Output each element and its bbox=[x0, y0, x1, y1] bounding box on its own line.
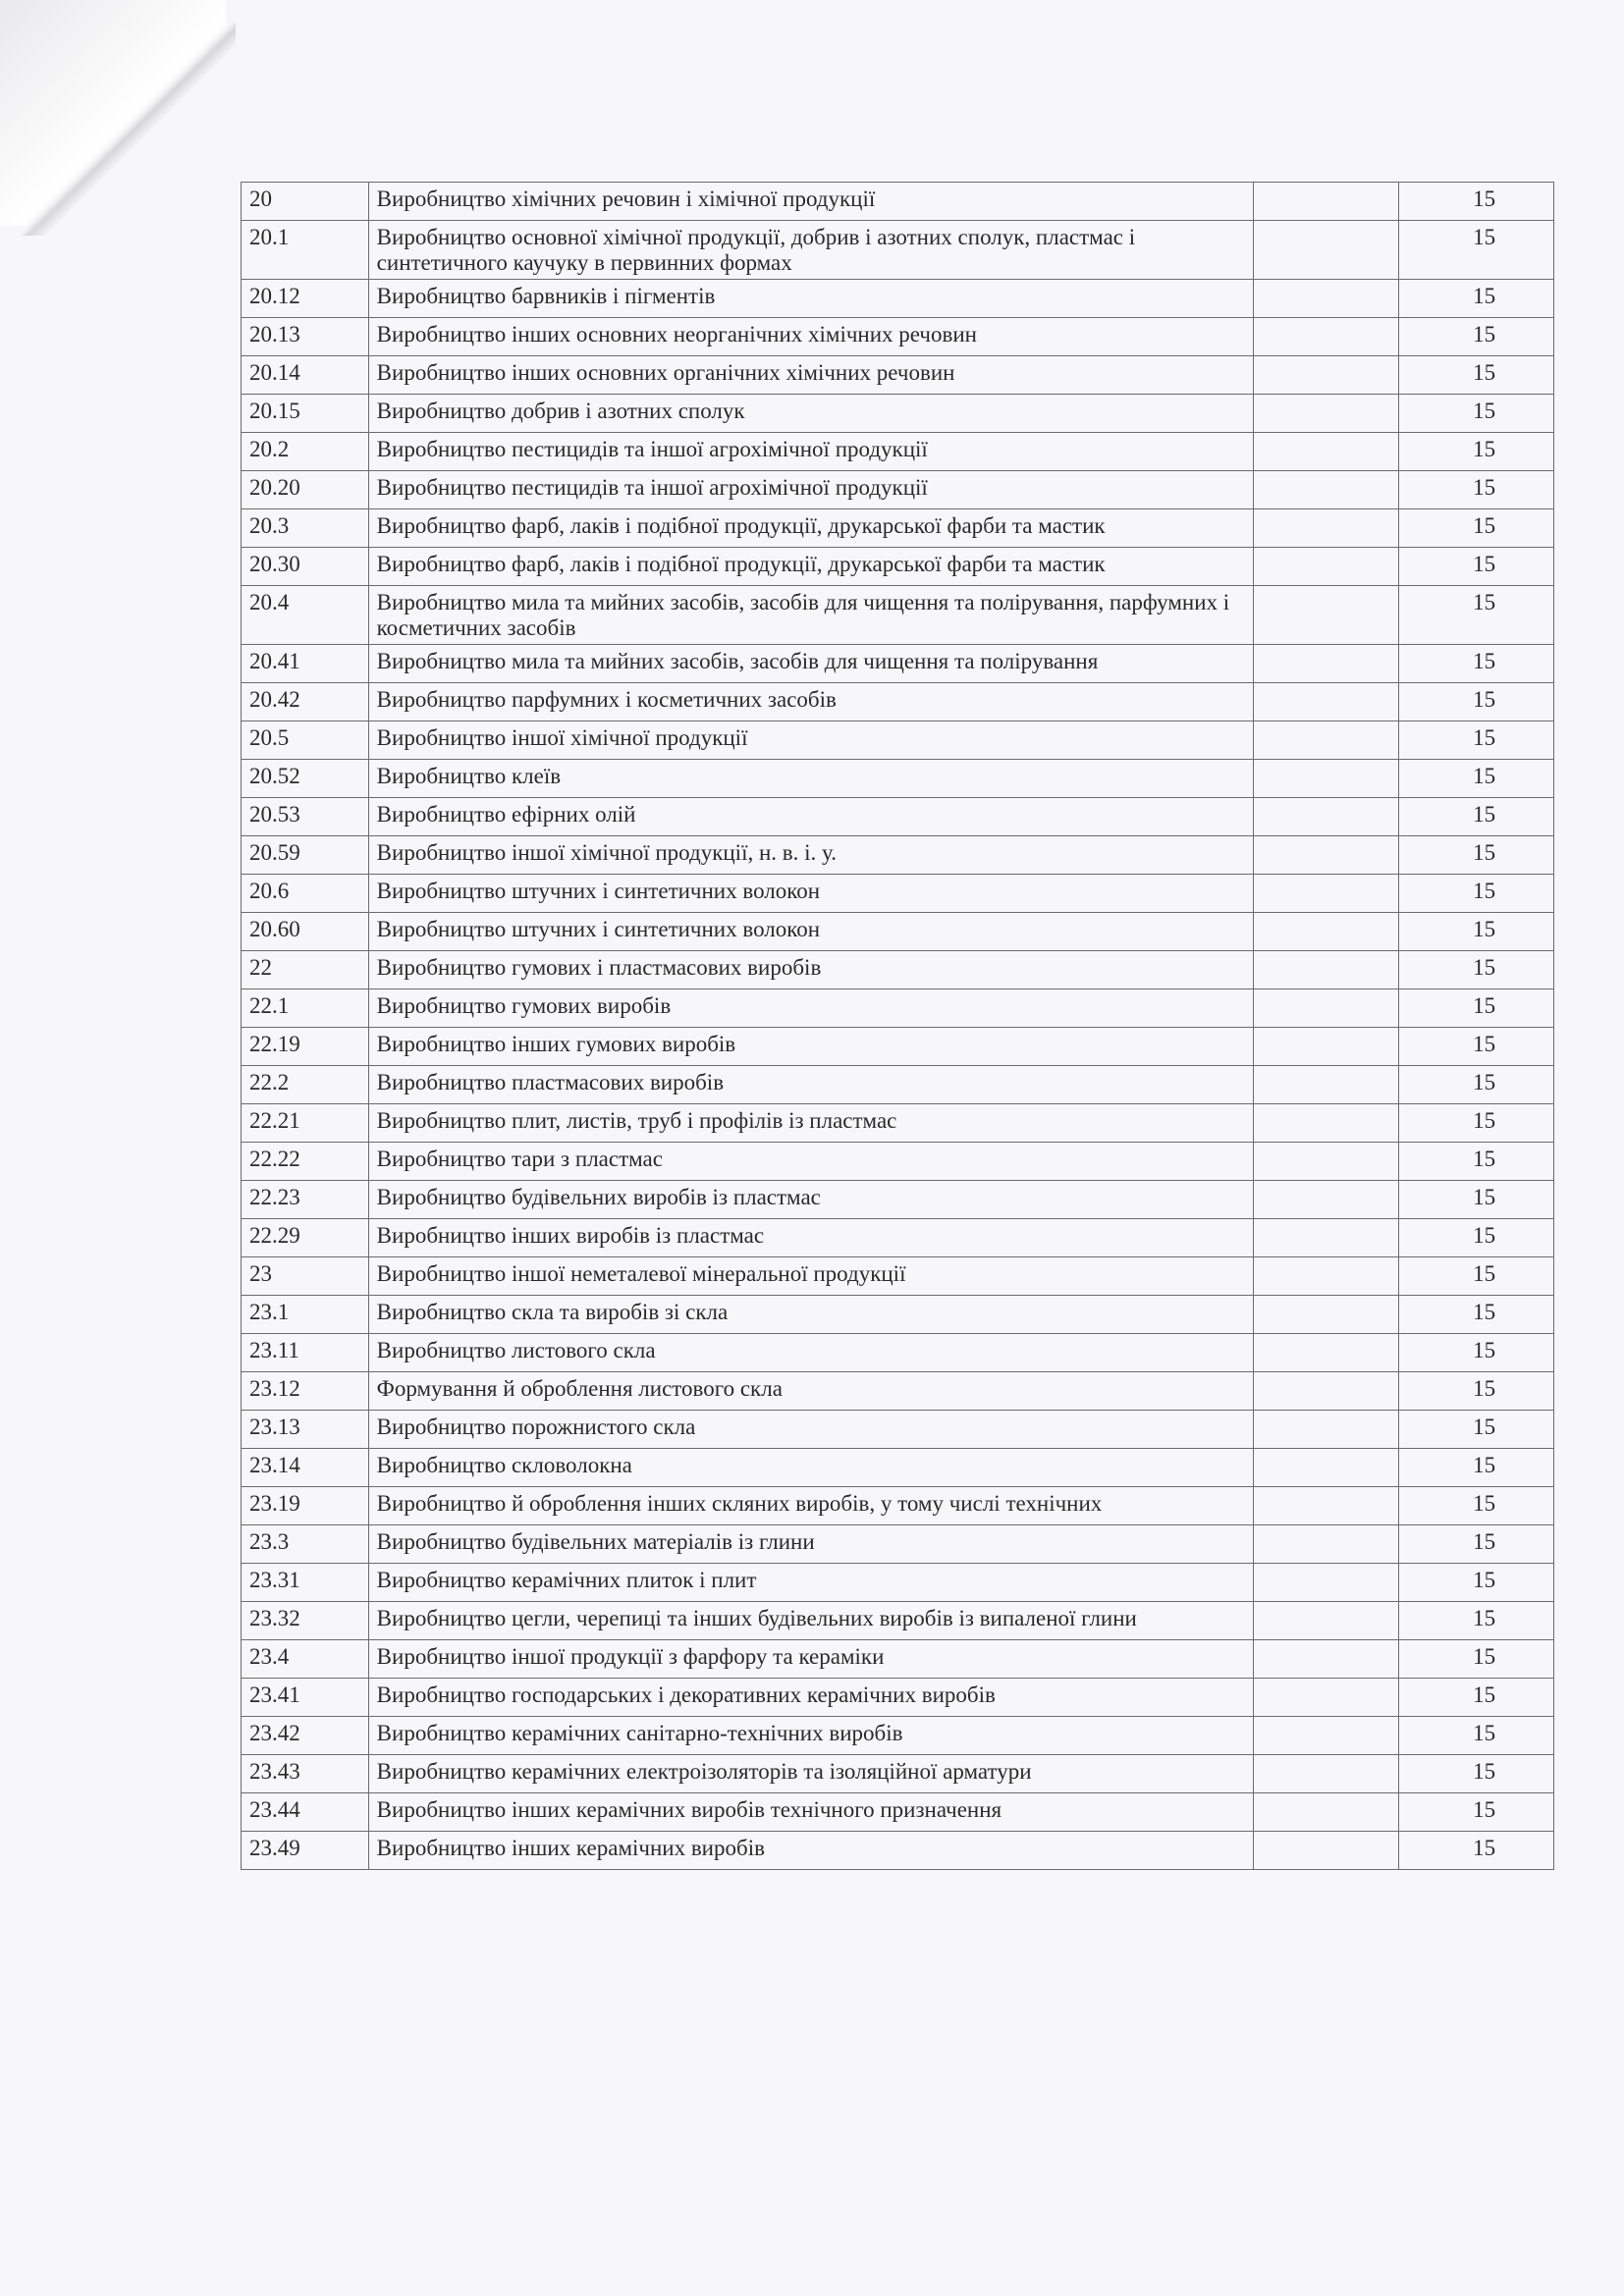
rate-value: 15 bbox=[1473, 802, 1496, 827]
rate-cell bbox=[1399, 183, 1554, 221]
empty-cell bbox=[1254, 1679, 1399, 1717]
activity-code: 20.2 bbox=[242, 433, 369, 471]
activity-name: Виробництво інших основних неорганічних хімічних речовин bbox=[368, 318, 1254, 356]
rate-cell bbox=[1399, 1449, 1554, 1487]
activity-name: Виробництво керамічних санітарно-технічних виробів bbox=[368, 1717, 1254, 1755]
rate-cell bbox=[1399, 836, 1554, 875]
activity-name: Виробництво керамічних електроізоляторів та ізоляційної арматури bbox=[368, 1755, 1254, 1793]
rate-cell bbox=[1399, 1487, 1554, 1525]
activity-code: 23.42 bbox=[242, 1717, 369, 1755]
activity-name: Виробництво скловолокна bbox=[368, 1449, 1254, 1487]
activity-code: 20.52 bbox=[242, 760, 369, 798]
activity-code: 22.23 bbox=[242, 1181, 369, 1219]
empty-cell bbox=[1254, 1793, 1399, 1832]
rate-value: 15 bbox=[1473, 687, 1496, 712]
rate-cell bbox=[1399, 509, 1554, 548]
folded-corner-shadow bbox=[0, 0, 236, 236]
rate-value: 15 bbox=[1473, 284, 1496, 308]
table-row bbox=[242, 548, 1554, 586]
rate-cell bbox=[1399, 356, 1554, 395]
activity-name: Виробництво барвників і пігментів bbox=[368, 280, 1254, 318]
table-row bbox=[242, 221, 1554, 280]
activity-name: Виробництво іншої продукції з фарфору та кераміки bbox=[368, 1640, 1254, 1679]
rate-value: 15 bbox=[1473, 1606, 1496, 1630]
table-row bbox=[242, 1564, 1554, 1602]
rate-value: 15 bbox=[1473, 1261, 1496, 1286]
rate-value: 15 bbox=[1473, 1300, 1496, 1324]
empty-cell bbox=[1254, 1602, 1399, 1640]
rate-cell bbox=[1399, 1832, 1554, 1870]
table-row bbox=[242, 989, 1554, 1028]
empty-cell bbox=[1254, 1411, 1399, 1449]
table-row bbox=[242, 645, 1554, 683]
rate-cell bbox=[1399, 280, 1554, 318]
rate-cell bbox=[1399, 1028, 1554, 1066]
activity-code: 20 bbox=[242, 183, 369, 221]
empty-cell bbox=[1254, 1334, 1399, 1372]
activity-code: 23.32 bbox=[242, 1602, 369, 1640]
table-row bbox=[242, 836, 1554, 875]
empty-cell bbox=[1254, 1525, 1399, 1564]
rate-cell bbox=[1399, 318, 1554, 356]
empty-cell bbox=[1254, 951, 1399, 989]
activity-code: 22.22 bbox=[242, 1143, 369, 1181]
empty-cell bbox=[1254, 989, 1399, 1028]
activity-name: Виробництво мила та мийних засобів, засобів для чищення та полірування bbox=[368, 645, 1254, 683]
activity-name: Виробництво керамічних плиток і плит bbox=[368, 1564, 1254, 1602]
empty-cell bbox=[1254, 509, 1399, 548]
activity-code: 23.31 bbox=[242, 1564, 369, 1602]
rate-cell bbox=[1399, 989, 1554, 1028]
activity-code: 20.1 bbox=[242, 221, 369, 280]
rate-value: 15 bbox=[1473, 1759, 1496, 1784]
activity-code: 20.14 bbox=[242, 356, 369, 395]
rate-value: 15 bbox=[1473, 1376, 1496, 1401]
rate-cell bbox=[1399, 1219, 1554, 1257]
rate-value: 15 bbox=[1473, 1644, 1496, 1669]
table-row bbox=[242, 433, 1554, 471]
rate-value: 15 bbox=[1473, 1491, 1496, 1516]
activity-name: Виробництво фарб, лаків і подібної продукції, друкарської фарби та мастик bbox=[368, 548, 1254, 586]
activity-code: 20.5 bbox=[242, 721, 369, 760]
activity-code: 22.19 bbox=[242, 1028, 369, 1066]
rate-value: 15 bbox=[1473, 764, 1496, 788]
activity-name: Виробництво будівельних виробів із пластмас bbox=[368, 1181, 1254, 1219]
rate-cell bbox=[1399, 1372, 1554, 1411]
rate-cell bbox=[1399, 645, 1554, 683]
empty-cell bbox=[1254, 1487, 1399, 1525]
empty-cell bbox=[1254, 1104, 1399, 1143]
table-row bbox=[242, 1104, 1554, 1143]
rate-value: 15 bbox=[1473, 187, 1496, 211]
rate-value: 15 bbox=[1473, 399, 1496, 423]
table-row bbox=[242, 1487, 1554, 1525]
rate-cell bbox=[1399, 433, 1554, 471]
activity-code: 23.12 bbox=[242, 1372, 369, 1411]
rate-value: 15 bbox=[1473, 552, 1496, 576]
rate-cell bbox=[1399, 798, 1554, 836]
activity-name: Виробництво інших основних органічних хімічних речовин bbox=[368, 356, 1254, 395]
table-row bbox=[242, 1296, 1554, 1334]
table-row bbox=[242, 1640, 1554, 1679]
empty-cell bbox=[1254, 1755, 1399, 1793]
empty-cell bbox=[1254, 798, 1399, 836]
empty-cell bbox=[1254, 1449, 1399, 1487]
table-row bbox=[242, 1679, 1554, 1717]
table-row bbox=[242, 183, 1554, 221]
empty-cell bbox=[1254, 548, 1399, 586]
rate-value: 15 bbox=[1473, 1185, 1496, 1209]
activity-codes-table bbox=[241, 182, 1554, 1870]
activity-code: 23.1 bbox=[242, 1296, 369, 1334]
activity-code: 22.1 bbox=[242, 989, 369, 1028]
table-row bbox=[242, 1793, 1554, 1832]
table-row bbox=[242, 721, 1554, 760]
rate-value: 15 bbox=[1473, 475, 1496, 500]
rate-cell bbox=[1399, 471, 1554, 509]
table-row bbox=[242, 395, 1554, 433]
empty-cell bbox=[1254, 1257, 1399, 1296]
rate-cell bbox=[1399, 548, 1554, 586]
rate-cell bbox=[1399, 760, 1554, 798]
table-row bbox=[242, 509, 1554, 548]
table-row bbox=[242, 318, 1554, 356]
activity-code: 23.41 bbox=[242, 1679, 369, 1717]
activity-code: 22.29 bbox=[242, 1219, 369, 1257]
activity-code: 22.2 bbox=[242, 1066, 369, 1104]
table-row bbox=[242, 1449, 1554, 1487]
activity-code: 23.4 bbox=[242, 1640, 369, 1679]
activity-code: 20.15 bbox=[242, 395, 369, 433]
rate-cell bbox=[1399, 1104, 1554, 1143]
rate-cell bbox=[1399, 683, 1554, 721]
table-row bbox=[242, 1028, 1554, 1066]
rate-value: 15 bbox=[1473, 1108, 1496, 1133]
rate-value: 15 bbox=[1473, 437, 1496, 461]
table-body bbox=[242, 183, 1554, 1870]
table-row bbox=[242, 1832, 1554, 1870]
activity-name: Формування й оброблення листового скла bbox=[368, 1372, 1254, 1411]
activity-name: Виробництво інших керамічних виробів технічного призначення bbox=[368, 1793, 1254, 1832]
activity-code: 20.60 bbox=[242, 913, 369, 951]
rate-cell bbox=[1399, 875, 1554, 913]
activity-name: Виробництво парфумних і косметичних засобів bbox=[368, 683, 1254, 721]
rate-value: 15 bbox=[1473, 590, 1496, 614]
rate-value: 15 bbox=[1473, 322, 1496, 347]
rate-value: 15 bbox=[1473, 840, 1496, 865]
activity-name: Виробництво скла та виробів зі скла bbox=[368, 1296, 1254, 1334]
rate-value: 15 bbox=[1473, 1568, 1496, 1592]
activity-code: 20.3 bbox=[242, 509, 369, 548]
activity-name: Виробництво цегли, черепиці та інших будівельних виробів із випаленої глини bbox=[368, 1602, 1254, 1640]
empty-cell bbox=[1254, 913, 1399, 951]
activity-code: 23.49 bbox=[242, 1832, 369, 1870]
table-row bbox=[242, 1257, 1554, 1296]
rate-value: 15 bbox=[1473, 1223, 1496, 1248]
rate-cell bbox=[1399, 1066, 1554, 1104]
rate-value: 15 bbox=[1473, 993, 1496, 1018]
empty-cell bbox=[1254, 645, 1399, 683]
activity-name: Виробництво пластмасових виробів bbox=[368, 1066, 1254, 1104]
activity-code: 20.42 bbox=[242, 683, 369, 721]
empty-cell bbox=[1254, 280, 1399, 318]
table-row bbox=[242, 683, 1554, 721]
activity-code: 23.14 bbox=[242, 1449, 369, 1487]
activity-name: Виробництво гумових і пластмасових виробів bbox=[368, 951, 1254, 989]
rate-cell bbox=[1399, 1793, 1554, 1832]
folded-page-corner bbox=[0, 0, 226, 226]
empty-cell bbox=[1254, 875, 1399, 913]
activity-code: 23.19 bbox=[242, 1487, 369, 1525]
activity-code: 20.4 bbox=[242, 586, 369, 645]
activity-code: 20.41 bbox=[242, 645, 369, 683]
rate-value: 15 bbox=[1473, 1070, 1496, 1095]
table-row bbox=[242, 356, 1554, 395]
empty-cell bbox=[1254, 1832, 1399, 1870]
empty-cell bbox=[1254, 471, 1399, 509]
activity-name: Виробництво хімічних речовин і хімічної продукції bbox=[368, 183, 1254, 221]
rate-value: 15 bbox=[1473, 225, 1496, 249]
rate-value: 15 bbox=[1473, 1147, 1496, 1171]
activity-code: 20.12 bbox=[242, 280, 369, 318]
empty-cell bbox=[1254, 1181, 1399, 1219]
table-row bbox=[242, 1372, 1554, 1411]
rate-cell bbox=[1399, 1143, 1554, 1181]
rate-cell bbox=[1399, 1755, 1554, 1793]
rate-value: 15 bbox=[1473, 1682, 1496, 1707]
activity-name: Виробництво інших керамічних виробів bbox=[368, 1832, 1254, 1870]
table-row bbox=[242, 1066, 1554, 1104]
activity-name: Виробництво клеїв bbox=[368, 760, 1254, 798]
rate-value: 15 bbox=[1473, 1797, 1496, 1822]
activity-name: Виробництво інших гумових виробів bbox=[368, 1028, 1254, 1066]
rate-cell bbox=[1399, 1334, 1554, 1372]
empty-cell bbox=[1254, 1640, 1399, 1679]
activity-name: Виробництво основної хімічної продукції, добрив і азотних сполук, пластмас і синтетичного каучуку в первинних формах bbox=[368, 221, 1254, 280]
empty-cell bbox=[1254, 1372, 1399, 1411]
rate-value: 15 bbox=[1473, 955, 1496, 980]
table-row bbox=[242, 586, 1554, 645]
rate-value: 15 bbox=[1473, 513, 1496, 538]
empty-cell bbox=[1254, 433, 1399, 471]
rate-cell bbox=[1399, 1602, 1554, 1640]
empty-cell bbox=[1254, 836, 1399, 875]
table-row bbox=[242, 951, 1554, 989]
rate-cell bbox=[1399, 1257, 1554, 1296]
empty-cell bbox=[1254, 586, 1399, 645]
activity-name: Виробництво плит, листів, труб і профілів із пластмас bbox=[368, 1104, 1254, 1143]
activity-code: 23 bbox=[242, 1257, 369, 1296]
empty-cell bbox=[1254, 1066, 1399, 1104]
activity-name: Виробництво порожнистого скла bbox=[368, 1411, 1254, 1449]
activity-code: 23.11 bbox=[242, 1334, 369, 1372]
empty-cell bbox=[1254, 183, 1399, 221]
rate-cell bbox=[1399, 395, 1554, 433]
activity-code: 23.3 bbox=[242, 1525, 369, 1564]
activity-code: 20.53 bbox=[242, 798, 369, 836]
rate-cell bbox=[1399, 1181, 1554, 1219]
activity-code: 20.20 bbox=[242, 471, 369, 509]
activity-name: Виробництво мила та мийних засобів, засобів для чищення та полірування, парфумних і косметичних засобів bbox=[368, 586, 1254, 645]
empty-cell bbox=[1254, 1296, 1399, 1334]
rate-cell bbox=[1399, 721, 1554, 760]
rate-cell bbox=[1399, 1717, 1554, 1755]
rate-cell bbox=[1399, 1296, 1554, 1334]
rate-value: 15 bbox=[1473, 360, 1496, 385]
activity-name: Виробництво фарб, лаків і подібної продукції, друкарської фарби та мастик bbox=[368, 509, 1254, 548]
empty-cell bbox=[1254, 1564, 1399, 1602]
empty-cell bbox=[1254, 721, 1399, 760]
empty-cell bbox=[1254, 1219, 1399, 1257]
activity-name: Виробництво гумових виробів bbox=[368, 989, 1254, 1028]
activity-code: 20.59 bbox=[242, 836, 369, 875]
activity-name: Виробництво ефірних олій bbox=[368, 798, 1254, 836]
table-row bbox=[242, 760, 1554, 798]
table-row bbox=[242, 1411, 1554, 1449]
activity-name: Виробництво листового скла bbox=[368, 1334, 1254, 1372]
rate-value: 15 bbox=[1473, 1032, 1496, 1056]
rate-cell bbox=[1399, 1564, 1554, 1602]
table-row bbox=[242, 1525, 1554, 1564]
rate-cell bbox=[1399, 1679, 1554, 1717]
empty-cell bbox=[1254, 318, 1399, 356]
activity-code: 23.13 bbox=[242, 1411, 369, 1449]
activity-name: Виробництво добрив і азотних сполук bbox=[368, 395, 1254, 433]
table-row bbox=[242, 280, 1554, 318]
rate-value: 15 bbox=[1473, 649, 1496, 673]
activity-name: Виробництво іншої хімічної продукції bbox=[368, 721, 1254, 760]
activity-name: Виробництво будівельних матеріалів із глини bbox=[368, 1525, 1254, 1564]
activity-code: 23.44 bbox=[242, 1793, 369, 1832]
rate-value: 15 bbox=[1473, 1529, 1496, 1554]
table-row bbox=[242, 1143, 1554, 1181]
activity-name: Виробництво штучних і синтетичних волокон bbox=[368, 913, 1254, 951]
activity-code: 20.30 bbox=[242, 548, 369, 586]
empty-cell bbox=[1254, 683, 1399, 721]
activity-code: 20.6 bbox=[242, 875, 369, 913]
rate-cell bbox=[1399, 1640, 1554, 1679]
rate-value: 15 bbox=[1473, 1836, 1496, 1860]
rate-cell bbox=[1399, 221, 1554, 280]
empty-cell bbox=[1254, 1028, 1399, 1066]
empty-cell bbox=[1254, 1143, 1399, 1181]
empty-cell bbox=[1254, 1717, 1399, 1755]
empty-cell bbox=[1254, 395, 1399, 433]
rate-value: 15 bbox=[1473, 917, 1496, 941]
rate-value: 15 bbox=[1473, 1415, 1496, 1439]
rate-cell bbox=[1399, 913, 1554, 951]
activity-name: Виробництво тари з пластмас bbox=[368, 1143, 1254, 1181]
rate-cell bbox=[1399, 951, 1554, 989]
activity-code: 20.13 bbox=[242, 318, 369, 356]
rate-cell bbox=[1399, 1525, 1554, 1564]
activity-name: Виробництво іншої неметалевої мінеральної продукції bbox=[368, 1257, 1254, 1296]
table-row bbox=[242, 913, 1554, 951]
table-row bbox=[242, 1181, 1554, 1219]
table-row bbox=[242, 798, 1554, 836]
table-row bbox=[242, 471, 1554, 509]
activity-code: 23.43 bbox=[242, 1755, 369, 1793]
activity-name: Виробництво інших виробів із пластмас bbox=[368, 1219, 1254, 1257]
table-row bbox=[242, 1602, 1554, 1640]
table-row bbox=[242, 1219, 1554, 1257]
rate-value: 15 bbox=[1473, 725, 1496, 750]
empty-cell bbox=[1254, 760, 1399, 798]
activity-name: Виробництво господарських і декоративних керамічних виробів bbox=[368, 1679, 1254, 1717]
rate-value: 15 bbox=[1473, 1721, 1496, 1745]
activity-code: 22.21 bbox=[242, 1104, 369, 1143]
activity-code: 22 bbox=[242, 951, 369, 989]
rate-value: 15 bbox=[1473, 879, 1496, 903]
table-row bbox=[242, 1755, 1554, 1793]
table-row bbox=[242, 1334, 1554, 1372]
rate-value: 15 bbox=[1473, 1453, 1496, 1477]
activity-name: Виробництво й оброблення інших скляних виробів, у тому числі технічних bbox=[368, 1487, 1254, 1525]
activity-name: Виробництво пестицидів та іншої агрохімічної продукції bbox=[368, 471, 1254, 509]
empty-cell bbox=[1254, 221, 1399, 280]
table-row bbox=[242, 1717, 1554, 1755]
activity-name: Виробництво штучних і синтетичних волокон bbox=[368, 875, 1254, 913]
activity-name: Виробництво іншої хімічної продукції, н. в. і. у. bbox=[368, 836, 1254, 875]
activity-name: Виробництво пестицидів та іншої агрохімічної продукції bbox=[368, 433, 1254, 471]
empty-cell bbox=[1254, 356, 1399, 395]
rate-value: 15 bbox=[1473, 1338, 1496, 1362]
table-row bbox=[242, 875, 1554, 913]
rate-cell bbox=[1399, 1411, 1554, 1449]
rate-cell bbox=[1399, 586, 1554, 645]
